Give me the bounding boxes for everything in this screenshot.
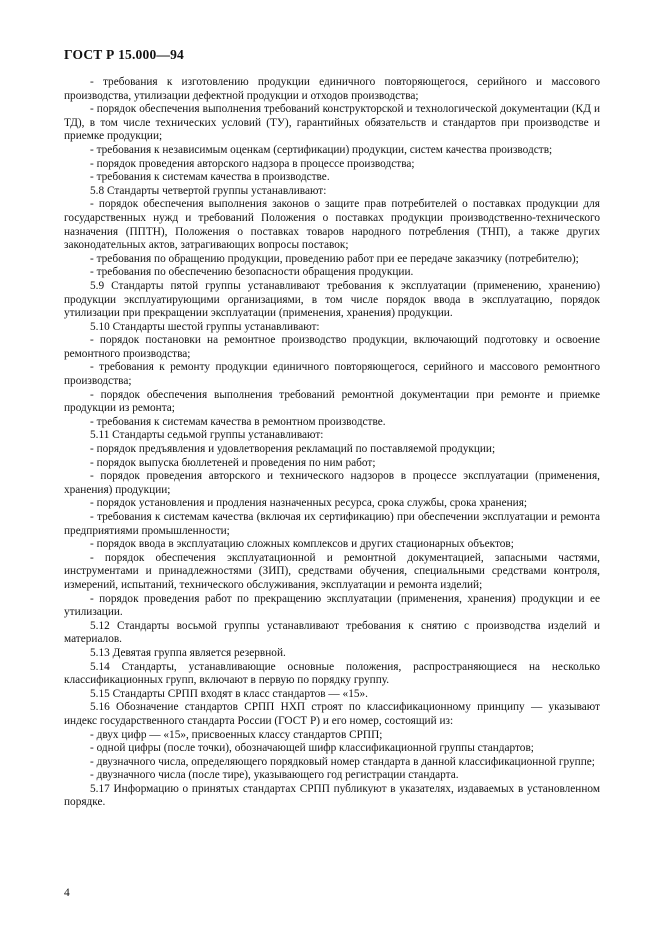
paragraph: - порядок выпуска бюллетеней и проведения по ним работ; — [90, 456, 376, 469]
paragraph: - двузначного числа (после тире), указывающего год регистрации стандарта. — [90, 769, 459, 782]
section-5-17: 5.17 Информацию о принятых стандартах СРПП публикуют в указателях, издаваемых в установленном порядке. — [64, 782, 600, 809]
paragraph: - порядок обеспечения эксплуатационной и ремонтной документацией, запасными частями, инструментами и принадлежностями (ЗИП), средствами обучения, специальными средствами контроля, измерений, испытаний, технического обслуживания, эксплуатации и ремонта изделий; — [64, 551, 600, 591]
paragraph: - порядок установления и продления назначенных ресурса, срока службы, срока хранения; — [90, 497, 528, 510]
paragraph: - порядок обеспечения выполнения законов о защите прав потребителей о поставках продукции для государственных нужд и требований Положения о поставках продукции производственно-технического назначения (ППТН), Положения о поставках товаров народного потребления (ТНП), а также других законодательных актов, затрагивающих вопросы поставок; — [64, 198, 600, 252]
paragraph: - порядок проведения авторского и технического надзоров в процессе эксплуатации (применения, хранения) продукции; — [64, 470, 600, 496]
paragraph: - порядок предъявления и удовлетворения рекламаций по поставляемой продукции; — [90, 443, 496, 456]
paragraph: - порядок проведения авторского надзора в процессе производства; — [90, 157, 415, 170]
paragraph: - требования к системам качества в производстве. — [90, 171, 330, 184]
paragraph: - требования по обеспечению безопасности обращения продукции. — [90, 266, 414, 279]
paragraph: - порядок обеспечения выполнения требований ремонтной документации при ремонте и приемке продукции из ремонта; — [64, 388, 600, 415]
document-header-title: ГОСТ Р 15.000—94 — [64, 47, 184, 62]
paragraph: - порядок обеспечения выполнения требований конструкторской и технологической документации (КД и ТД), в том числе технических условий (ТУ), гарантийных обязательств и стандартов при производстве и приемке продукции; — [64, 103, 600, 143]
section-heading-5-11: 5.11 Стандарты седьмой группы устанавливают: — [90, 429, 324, 442]
paragraph: - требования к ремонту продукции единичного повторяющегося, серийного и массового ремонтного производства; — [64, 361, 600, 388]
section-5-13: 5.13 Девятая группа является резервной. — [90, 646, 286, 659]
paragraph: - порядок постановки на ремонтное производство продукции, включающий подготовку и освоение ремонтного производства; — [64, 334, 600, 360]
section-5-16: 5.16 Обозначение стандартов СРПП НХП строят по классификационному принципу — указывают индекс государственного стандарта России (ГОСТ Р) и его номер, состоящий из: — [64, 701, 600, 727]
section-heading-5-8: 5.8 Стандарты четвертой группы устанавливают: — [90, 184, 327, 197]
page-number: 4 — [64, 887, 70, 899]
paragraph: - требования по обращению продукции, проведению работ при ее передаче заказчику (потребителю); — [90, 252, 579, 265]
paragraph: - двух цифр — «15», присвоенных классу стандартов СРПП; — [90, 728, 383, 741]
paragraph: - порядок ввода в эксплуатацию сложных комплексов и других стационарных объектов; — [90, 538, 514, 551]
paragraph: - требования к независимым оценкам (сертификации) продукции, систем качества производств; — [90, 143, 553, 156]
section-heading-5-10: 5.10 Стандарты шестой группы устанавливают: — [90, 320, 320, 333]
paragraph: - требования к изготовлению продукции единичного повторяющегося, серийного и массового производства, утилизации дефектной продукции и отходов производства; — [64, 76, 600, 102]
section-5-9: 5.9 Стандарты пятой группы устанавливают требования к эксплуатации (применению, хранению) продукции эксплуатирующими организациями, в том числе порядок ввода в эксплуатацию, порядок утилизации при прекращении эксплуатации (применения, хранения) продукции. — [64, 279, 600, 320]
section-5-14: 5.14 Стандарты, устанавливающие основные положения, распространяющиеся на несколько классификационных групп, включают в первую по порядку группу. — [64, 660, 600, 687]
paragraph: - одной цифры (после точки), обозначающей шифр классификационной группы стандартов; — [90, 742, 534, 755]
paragraph: - порядок проведения работ по прекращению эксплуатации (применения, хранения) продукции и ее утилизации. — [64, 592, 600, 619]
paragraph: - требования к системам качества в ремонтном производстве. — [90, 415, 386, 428]
document-body — [64, 76, 600, 810]
section-5-15: 5.15 Стандарты СРПП входят в класс стандартов — «15». — [90, 687, 368, 700]
paragraph: - двузначного числа, определяющего порядковый номер стандарта в данной классификационной группе; — [90, 755, 595, 768]
paragraph: - требования к системам качества (включая их сертификацию) при обеспечении эксплуатации и ремонта предприятиями промышленности; — [64, 511, 600, 537]
section-5-12: 5.12 Стандарты восьмой группы устанавливают требования к снятию с производства изделий и материалов. — [64, 619, 600, 646]
